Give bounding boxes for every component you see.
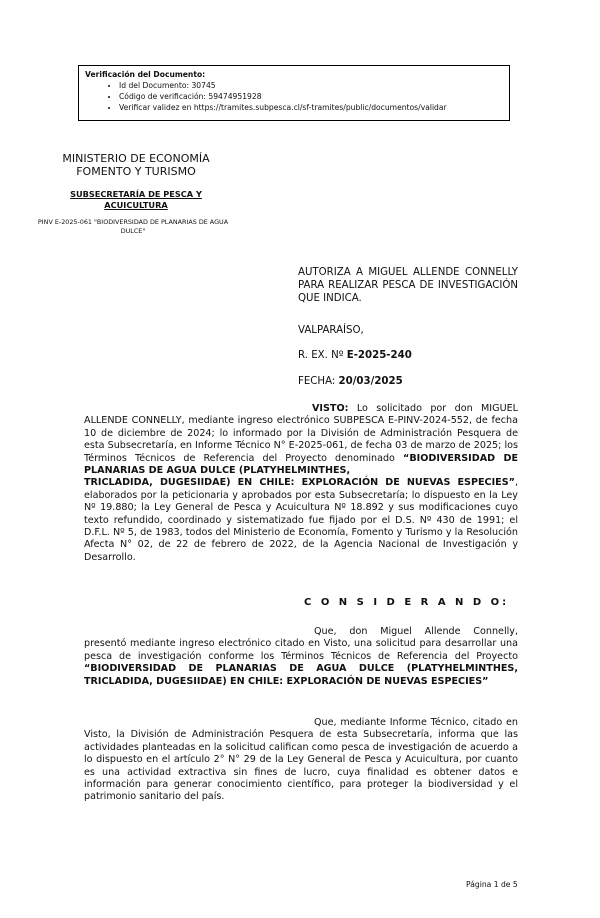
considerando-paragraph-1 xyxy=(84,626,518,688)
verification-doc-id: • Id del Documento: 30745 xyxy=(119,80,503,91)
visto-paragraph xyxy=(84,403,518,564)
ministry-name: MINISTERIO DE ECONOMÍA FOMENTO Y TURISMO xyxy=(62,152,210,178)
verification-title: Verificación del Documento: xyxy=(85,70,206,79)
considerando-heading: C O N S I D E R A N D O: xyxy=(304,597,510,608)
visto-project-2: TRICLADIDA, DUGESIIDAE) EN CHILE: EXPLORACIÓN DE NUEVAS ESPECIES” xyxy=(84,477,515,489)
rex-label: R. EX. Nº xyxy=(298,350,347,361)
fecha-value: 20/03/2025 xyxy=(338,376,403,387)
visto-text-1: Lo solicitado por don MIGUEL ALLENDE CONNELLY, mediante ingreso electrónico SUBPESCA E-PINV-2024-552, de fecha 10 de diciembre de 2024; lo informado por la División de Administración Pesquera de esta Subsecretaría, en Informe Técnico N° E-2025-061, de fecha 03 de marzo de 2025; los Términos Técnicos de Referencia del Proyecto denominado xyxy=(84,403,518,464)
fecha-label: FECHA: xyxy=(298,376,339,387)
rex-value: E-2025-240 xyxy=(346,350,412,361)
visto-text-2: , elaborados por la peticionaria y aprobados por esta Subsecretaría; lo dispuesto en la Ley Nº 19.880; la Ley General de Pesca y Acuicultura Nº 18.892 y sus modificaciones cuyo texto refundido, coordinado y sistematizado fue fijado por el D.S. Nº 430 de 1991; el D.F.L. Nº 5, de 1983, todos del Ministerio de Economía, Fomento y Turismo y la Resolución Afecta N° 02, de 22 de febrero de 2022, de la Agencia Nacional de Investigación y Desarrollo. xyxy=(84,477,518,563)
subsecretaria-name: SUBSECRETARÍA DE PESCA Y ACUICULTURA xyxy=(70,189,202,210)
visto-label: VISTO: xyxy=(312,403,349,414)
considerando-paragraph-2 xyxy=(84,717,518,804)
resolution-title: AUTORIZA A MIGUEL ALLENDE CONNELLY PARA REALIZAR PESCA DE INVESTIGACIÓN QUE INDICA. xyxy=(298,267,518,304)
resolution-date xyxy=(298,376,403,387)
page-number: Página 1 de 5 xyxy=(466,880,518,889)
pinv-reference: PINV E-2025-061 "BIODIVERSIDAD DE PLANARIAS DE AGUA DULCE" xyxy=(37,218,229,235)
verification-box xyxy=(78,65,510,121)
resolution-place: VALPARAÍSO, xyxy=(298,325,364,336)
visto-project-1: “BIODIVERSIDAD DE PLANARIAS DE AGUA DULCE (PLATYHELMINTHES, xyxy=(84,452,518,477)
considerando-p2-text: Que, mediante Informe Técnico, citado en Visto, la División de Administración Pesquera de esta Subsecretaría, informa que las actividades planteadas en la solicitud califican como pesca de investigación de acuerdo a lo dispuesto en el artículo 2° N° 29 de la Ley General de Pesca y Acuicultura, por cuanto es una actividad extractiva sin fines de lucro, cuya finalidad es obtener datos e información para generar conocimiento científico, para proteger la biodiversidad y el patrimonio sanitario del país. xyxy=(84,717,518,803)
verification-link[interactable]: • Verificar validez en https://tramites.subpesca.cl/sf-tramites/public/documentos/validar xyxy=(119,102,503,113)
considerando-p1-text: Que, don Miguel Allende Connelly, presentó mediante ingreso electrónico citado en Visto, una solicitud para desarrollar una pesca de investigación conforme los Términos Técnicos de Referencia del Proyecto xyxy=(84,626,518,662)
resolution-number xyxy=(298,350,412,361)
considerando-p1-project: “BIODIVERSIDAD DE PLANARIAS DE AGUA DULCE (PLATYHELMINTHES, TRICLADIDA, DUGESIIDAE) EN CHILE: EXPLORACIÓN DE NUEVAS ESPECIES” xyxy=(84,663,518,687)
verification-code: • Código de verificación: 59474951928 xyxy=(119,91,503,102)
verification-list xyxy=(85,80,503,113)
